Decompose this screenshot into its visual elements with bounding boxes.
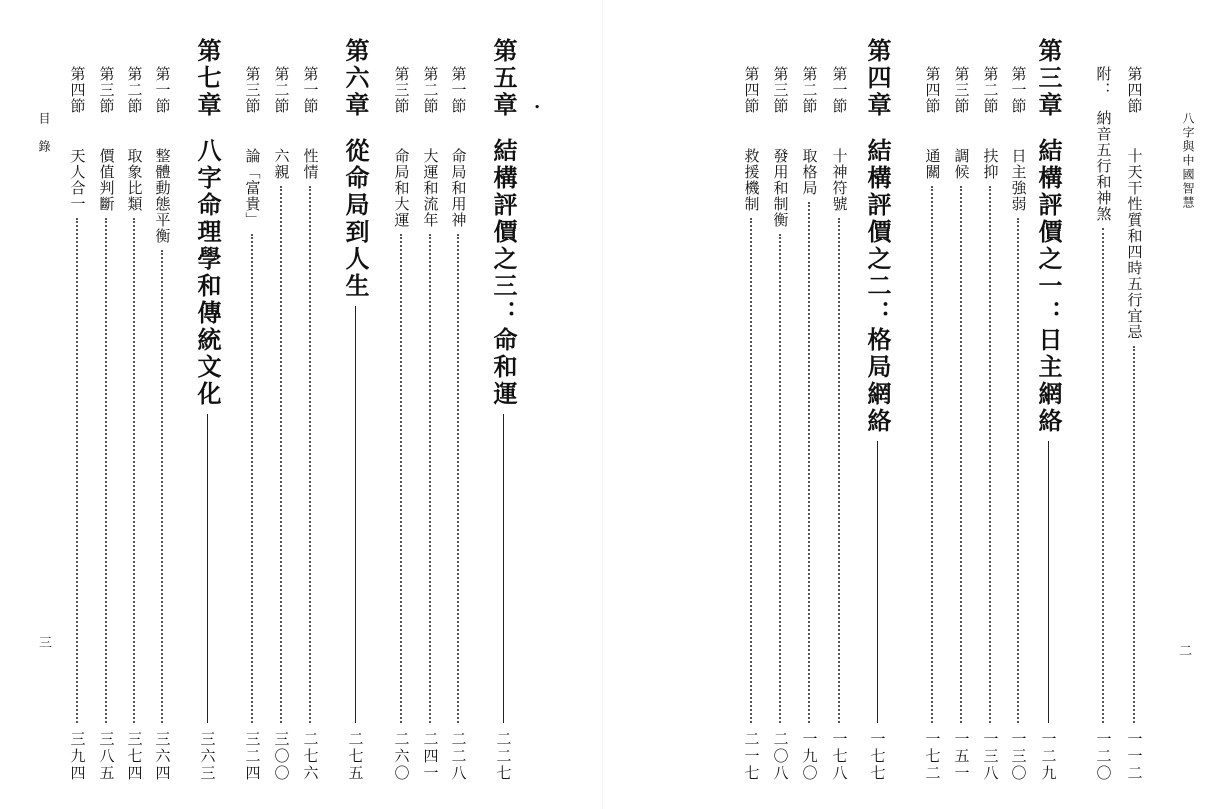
section-number: 第三節 xyxy=(97,66,116,114)
page-number: 一五一 xyxy=(952,731,971,782)
dot-leader xyxy=(1133,346,1135,723)
toc-chapter xyxy=(862,38,892,782)
dot-leader xyxy=(457,234,459,723)
dot-leader xyxy=(161,250,163,723)
section-title: 論「富貴」 xyxy=(243,148,262,228)
section-title: 發用和制衡 xyxy=(771,148,790,228)
section-number: 第三節 xyxy=(392,66,411,114)
chapter-title: 八字命理學和傳統文化 xyxy=(193,138,222,408)
page-number: 三二四 xyxy=(243,731,262,782)
chapter-rule xyxy=(1048,441,1049,723)
dot-leader xyxy=(750,218,752,723)
page-number: 三〇〇 xyxy=(272,731,291,782)
toc-section xyxy=(266,66,296,782)
section-number: 第四節 xyxy=(68,66,87,114)
toc-section xyxy=(62,66,92,782)
page-folio: 三 xyxy=(39,636,53,651)
section-title: 取象比類 xyxy=(125,148,144,212)
toc-section xyxy=(386,66,416,782)
toc-section xyxy=(91,66,121,782)
section-title: 日主強弱 xyxy=(1009,148,1028,212)
chapter-title: 結構評價之三：命和運 xyxy=(489,138,518,408)
chapter-number: 第三章 xyxy=(1034,38,1063,119)
chapter-number: 第六章 xyxy=(341,38,370,119)
chapter-title: 結構評價之二：格局網絡 xyxy=(863,138,892,435)
page-number: 一二九 xyxy=(1039,731,1058,782)
toc-chapter xyxy=(1033,38,1063,782)
section-title: 取格局 xyxy=(800,148,819,196)
section-number: 附： xyxy=(1094,66,1113,98)
toc-section xyxy=(415,66,445,782)
page-number: 三八五 xyxy=(97,731,116,782)
toc-section xyxy=(975,66,1005,782)
section-number: 第四節 xyxy=(742,66,761,114)
page-number: 一七七 xyxy=(868,731,887,782)
running-head: 目 錄 xyxy=(37,112,51,154)
dot-leader xyxy=(309,186,311,723)
toc-section xyxy=(824,66,854,782)
toc-chapter xyxy=(340,38,370,782)
section-number: 第一節 xyxy=(830,66,849,114)
toc-chapter xyxy=(192,38,222,782)
page-number: 一七二 xyxy=(923,731,942,782)
dot-leader xyxy=(280,186,282,723)
toc-section xyxy=(946,66,976,782)
toc-section xyxy=(765,66,795,782)
chapter-title: 從命局到人生 xyxy=(341,138,370,300)
toc-chapter xyxy=(488,38,518,782)
dot-leader xyxy=(76,218,78,723)
section-number: 第三節 xyxy=(243,66,262,114)
toc-section xyxy=(295,66,325,782)
section-number: 第四節 xyxy=(1125,66,1144,114)
section-title: 納音五行和神煞 xyxy=(1094,110,1113,222)
section-title: 命局和大運 xyxy=(392,148,411,228)
section-title: 十天干性質和四時五行宜忌 xyxy=(1125,148,1144,340)
section-number: 第一節 xyxy=(301,66,320,114)
page-number: 二二八 xyxy=(449,731,468,782)
page-number: 三七四 xyxy=(125,731,144,782)
section-title: 十神符號 xyxy=(830,148,849,212)
page-number: 二七五 xyxy=(346,731,365,782)
dot-leader xyxy=(779,234,781,723)
page-folio: 二 xyxy=(1179,644,1193,659)
chapter-rule xyxy=(355,306,356,723)
dot-leader xyxy=(133,218,135,723)
section-title: 扶抑 xyxy=(981,148,1000,180)
page-number: 二一七 xyxy=(742,731,761,782)
page-number: 三九四 xyxy=(68,731,87,782)
section-title: 性情 xyxy=(301,148,320,180)
toc-section xyxy=(917,66,947,782)
page-number: 一七八 xyxy=(830,731,849,782)
page-number: 二〇八 xyxy=(771,731,790,782)
running-head: 八字與中國智慧 xyxy=(1181,112,1195,210)
section-title: 天人合一 xyxy=(68,148,87,212)
dot-leader xyxy=(429,234,431,723)
section-number: 第三節 xyxy=(771,66,790,114)
chapter-rule xyxy=(503,414,504,723)
section-number: 第二節 xyxy=(272,66,291,114)
section-title: 通關 xyxy=(923,148,942,180)
dot-leader xyxy=(960,186,962,723)
dot-leader xyxy=(808,202,810,723)
section-title: 調候 xyxy=(952,148,971,180)
left-page xyxy=(0,0,600,809)
right-page xyxy=(612,0,1227,809)
chapter-rule xyxy=(877,441,878,723)
dot-leader xyxy=(989,186,991,723)
dot-leader xyxy=(251,234,253,723)
toc-appendix xyxy=(1088,66,1118,782)
dot-leader xyxy=(1102,228,1104,723)
toc-section xyxy=(119,66,149,782)
page-number: 一九〇 xyxy=(800,731,819,782)
toc-section xyxy=(443,66,473,782)
toc-section xyxy=(237,66,267,782)
page-number: 一一二 xyxy=(1125,731,1144,782)
dot-leader xyxy=(1017,218,1019,723)
section-title: 命局和用神 xyxy=(449,148,468,228)
page-number: 二七六 xyxy=(301,731,320,782)
section-number: 第二節 xyxy=(125,66,144,114)
section-number: 第二節 xyxy=(800,66,819,114)
toc-section xyxy=(794,66,824,782)
chapter-number: 第七章 xyxy=(193,38,222,119)
section-number: 第二節 xyxy=(421,66,440,114)
chapter-rule xyxy=(207,414,208,723)
page-number: 二二七 xyxy=(494,731,513,782)
page-number: 一二〇 xyxy=(1094,731,1113,782)
page-number: 三六四 xyxy=(153,731,172,782)
page-number: 一三〇 xyxy=(1009,731,1028,782)
chapter-number: 第四章 xyxy=(863,38,892,119)
page-number: 一三八 xyxy=(981,731,1000,782)
gutter xyxy=(602,0,603,809)
chapter-number: 第五章 xyxy=(489,38,518,119)
toc-section xyxy=(1119,66,1149,782)
dot-leader xyxy=(105,218,107,723)
page-number: 二六〇 xyxy=(392,731,411,782)
toc-section xyxy=(736,66,766,782)
page-number: 三六三 xyxy=(198,731,217,782)
section-number: 第一節 xyxy=(1009,66,1028,114)
toc-section xyxy=(147,66,177,782)
section-number: 第二節 xyxy=(981,66,1000,114)
section-title: 價值判斷 xyxy=(97,148,116,212)
section-number: 第三節 xyxy=(952,66,971,114)
section-title: 六親 xyxy=(272,148,291,180)
section-number: 第一節 xyxy=(449,66,468,114)
dot-leader xyxy=(400,234,402,723)
section-title: 大運和流年 xyxy=(421,148,440,228)
section-title: 整體動態平衡 xyxy=(153,148,172,244)
section-number: 第四節 xyxy=(923,66,942,114)
section-title: 救援機制 xyxy=(742,148,761,212)
toc-section xyxy=(1003,66,1033,782)
page-number: 二四一 xyxy=(421,731,440,782)
stray-mark: . xyxy=(534,92,541,113)
chapter-title: 結構評價之一：日主網絡 xyxy=(1034,138,1063,435)
dot-leader xyxy=(931,186,933,723)
section-number: 第一節 xyxy=(153,66,172,114)
dot-leader xyxy=(838,218,840,723)
